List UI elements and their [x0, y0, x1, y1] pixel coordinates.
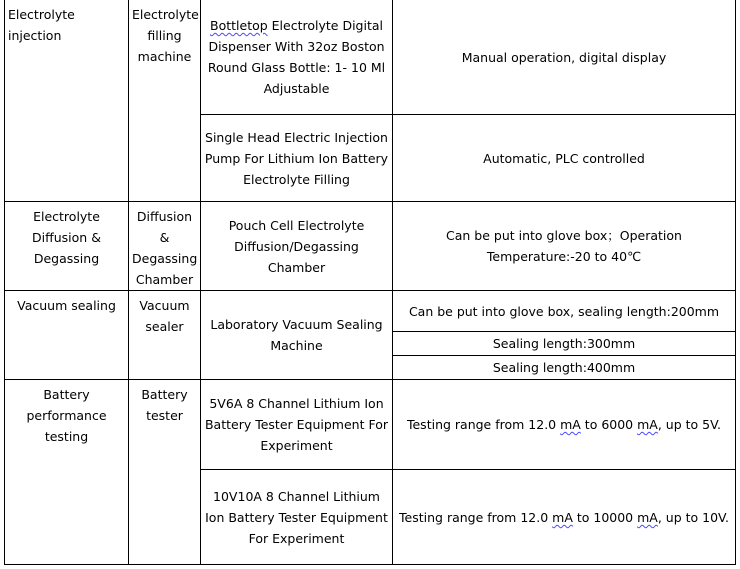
- model-cell-injection-pump: [201, 114, 393, 201]
- spec-cell-pouch-chamber: [393, 201, 736, 290]
- spec-cell-sealing-300: [393, 331, 736, 355]
- model-label: [204, 15, 389, 99]
- spellcheck-word: mA: [552, 510, 573, 525]
- spec-text: , up to 10V.: [657, 510, 729, 525]
- process-cell-diffusion: [5, 201, 129, 290]
- spec-cell-sealing-400: [393, 355, 736, 379]
- spec-text: to 6000: [580, 417, 638, 432]
- process-cell-electrolyte-injection: [5, 0, 129, 201]
- model-label-rest: Electrolyte Digital Dispenser With 32oz Boston Round Glass Bottle: 1- 10 Ml Adjustable: [207, 18, 386, 96]
- spec-label: Automatic, PLC controlled: [483, 150, 645, 166]
- equipment-label: Battery tester: [141, 387, 188, 423]
- model-cell-vacuum-sealing-machine: [201, 290, 393, 379]
- equipment-table: [4, 0, 735, 565]
- spec-cell-5v6a-tester: [393, 379, 736, 469]
- equipment-cell-diffusion-chamber: [129, 201, 201, 290]
- spellcheck-word: mA: [637, 417, 658, 432]
- spec-label: [399, 507, 729, 528]
- process-label: Electrolyte Diffusion & Degassing: [32, 209, 101, 266]
- spellcheck-word: mA: [637, 510, 658, 525]
- spec-label: Manual operation, digital display: [461, 49, 667, 65]
- equipment-table-wrapper: [4, 0, 735, 565]
- spec-label: Can be put into glove box；Operation Temperature:-20 to 40℃: [446, 228, 682, 264]
- process-cell-vacuum-sealing: [5, 290, 129, 379]
- process-label: Vacuum sealing: [17, 298, 116, 313]
- spellcheck-word: mA: [560, 417, 581, 432]
- spec-label: [407, 414, 721, 435]
- equipment-cell-battery-tester: [129, 379, 201, 565]
- process-label: Electrolyte injection: [8, 7, 75, 43]
- model-cell-10v10a-tester: [201, 469, 393, 565]
- spec-text: to 10000: [572, 510, 638, 525]
- model-cell-5v6a-tester: [201, 379, 393, 469]
- equipment-label: Diffusion & Degassing Chamber: [132, 209, 198, 287]
- spec-cell-10v10a-tester: [393, 469, 736, 565]
- spec-text: Testing range from 12.0: [406, 417, 561, 432]
- equipment-label: Vacuum sealer: [139, 298, 190, 334]
- spec-cell-sealing-200: [393, 290, 736, 331]
- spec-label: Sealing length:300mm: [492, 336, 636, 351]
- equipment-cell-electrolyte-filling: [129, 0, 201, 201]
- model-label: Pouch Cell Electrolyte Diffusion/Degassing Chamber: [228, 217, 365, 275]
- model-label: Laboratory Vacuum Sealing Machine: [210, 317, 383, 353]
- model-cell-pouch-chamber: [201, 201, 393, 290]
- model-cell-bottletop-dispenser: [201, 0, 393, 114]
- model-label: Single Head Electric Injection Pump For Lithium Ion Battery Electrolyte Filling: [204, 129, 389, 187]
- model-label: 10V10A 8 Channel Lithium Ion Battery Tester Equipment For Experiment: [205, 489, 388, 546]
- model-label: 5V6A 8 Channel Lithium Ion Battery Tester Equipment For Experiment: [204, 396, 388, 453]
- spec-cell-injection-pump: [393, 114, 736, 201]
- spec-label: Can be put into glove box, sealing length:200mm: [408, 303, 720, 319]
- spellcheck-word: Bottletop: [210, 18, 268, 33]
- equipment-cell-vacuum-sealer: [129, 290, 201, 379]
- spec-text: , up to 5V.: [657, 417, 722, 432]
- spec-cell-bottletop-dispenser: [393, 0, 736, 114]
- process-cell-battery-testing: [5, 379, 129, 565]
- process-label: Battery performance testing: [26, 387, 107, 444]
- spec-label: Sealing length:400mm: [492, 360, 636, 375]
- spec-text: Testing range from 12.0: [399, 510, 553, 525]
- equipment-label: Electrolyte filling machine: [132, 7, 199, 64]
